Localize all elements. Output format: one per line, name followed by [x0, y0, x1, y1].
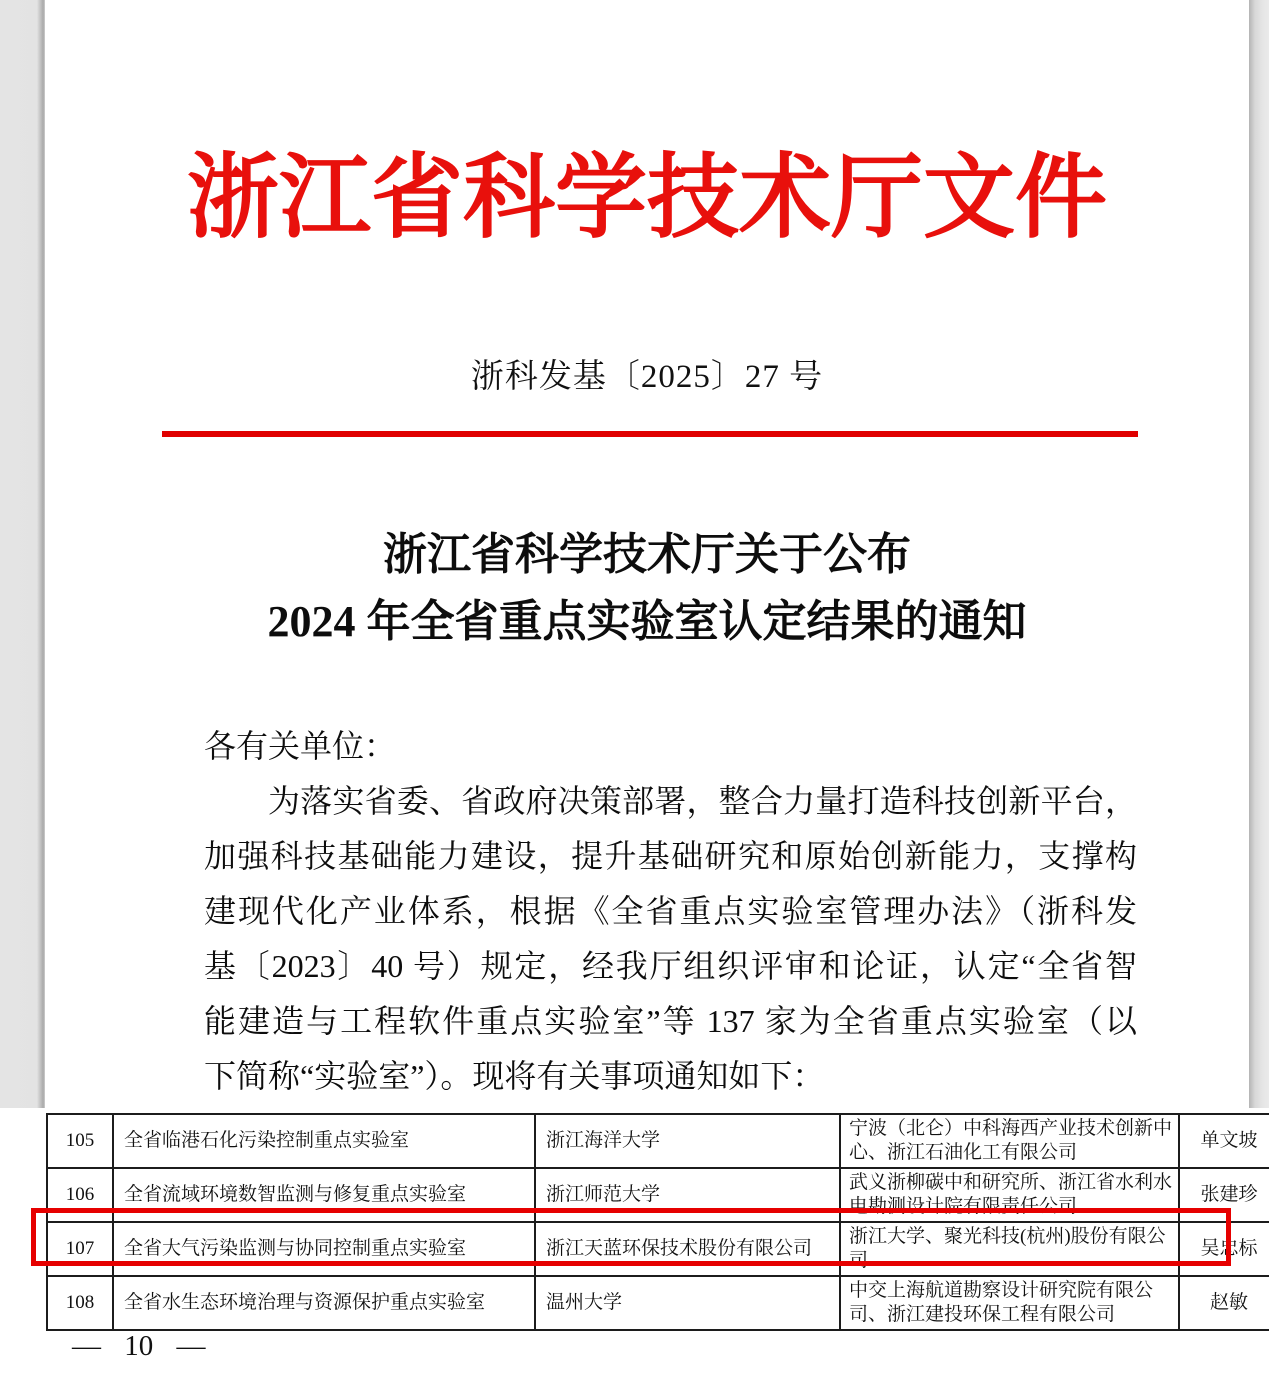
- cell-lab-name: 全省水生态环境治理与资源保护重点实验室: [113, 1276, 535, 1330]
- body-line: 基〔2023〕40 号）规定，经我厅组织评审和论证，认定“全省智: [204, 948, 1137, 984]
- table-row-105: [47, 1114, 1269, 1168]
- cell-host-org: 温州大学: [535, 1276, 840, 1330]
- cell-partner-orgs: 武义浙柳碳中和研究所、浙江省水利水电勘测设计院有限责任公司: [840, 1168, 1179, 1222]
- notice-title-line1: 浙江省科学技术厅关于公布: [383, 530, 911, 579]
- cell-director: 赵敏: [1179, 1276, 1269, 1330]
- letterhead-title: 浙江省科学技术厅文件: [186, 147, 1107, 249]
- cell-num: 106: [47, 1168, 113, 1222]
- notice-title-line2: 2024 年全省重点实验室认定结果的通知: [267, 597, 1027, 646]
- row-107-highlight-box: [31, 1208, 1231, 1266]
- cell-partner-orgs: 中交上海航道勘察设计研究院有限公司、浙江建投环保工程有限公司: [840, 1276, 1179, 1330]
- page-number: — 10 —: [72, 1330, 206, 1362]
- red-separator-rule: [162, 431, 1138, 437]
- cell-director: 张建珍: [1179, 1168, 1269, 1222]
- notice-body: [204, 719, 1137, 1104]
- cell-lab-name: 全省流域环境数智监测与修复重点实验室: [113, 1168, 535, 1222]
- scan-right-margin: [1249, 0, 1269, 1108]
- document-number: 浙科发基〔2025〕27 号: [470, 359, 824, 395]
- cell-director: 单文坡: [1179, 1114, 1269, 1168]
- body-line: 为落实省委、省政府决策部署，整合力量打造科技创新平台，: [268, 783, 1137, 819]
- cell-lab-name: 全省临港石化污染控制重点实验室: [113, 1114, 535, 1168]
- body-line: 下简称“实验室”）。现将有关事项通知如下：: [204, 1058, 825, 1094]
- cell-director: 吴忠标: [1179, 1222, 1269, 1276]
- body-line: 建现代化产业体系，根据《全省重点实验室管理办法》（浙科发: [204, 893, 1137, 929]
- cell-partner-orgs: 宁波（北仑）中科海西产业技术创新中心、浙江石油化工有限公司: [840, 1114, 1179, 1168]
- body-line: 能建造与工程软件重点实验室”等 137 家为全省重点实验室（以: [204, 1003, 1137, 1039]
- body-line: 加强科技基础能力建设，提升基础研究和原始创新能力，支撑构: [204, 838, 1137, 874]
- cell-lab-name: 全省大气污染监测与协同控制重点实验室: [113, 1222, 535, 1276]
- notice-title: [45, 521, 1249, 655]
- cell-num: 108: [47, 1276, 113, 1330]
- salutation: 各有关单位：: [204, 728, 397, 764]
- cell-host-org: 浙江天蓝环保技术股份有限公司: [535, 1222, 840, 1276]
- cell-num: 107: [47, 1222, 113, 1276]
- scan-left-margin: [0, 0, 45, 1108]
- cell-num: 105: [47, 1114, 113, 1168]
- table-row-108: [47, 1276, 1269, 1330]
- cell-host-org: 浙江师范大学: [535, 1168, 840, 1222]
- cell-partner-orgs: 浙江大学、聚光科技(杭州)股份有限公司: [840, 1222, 1179, 1276]
- cell-host-org: 浙江海洋大学: [535, 1114, 840, 1168]
